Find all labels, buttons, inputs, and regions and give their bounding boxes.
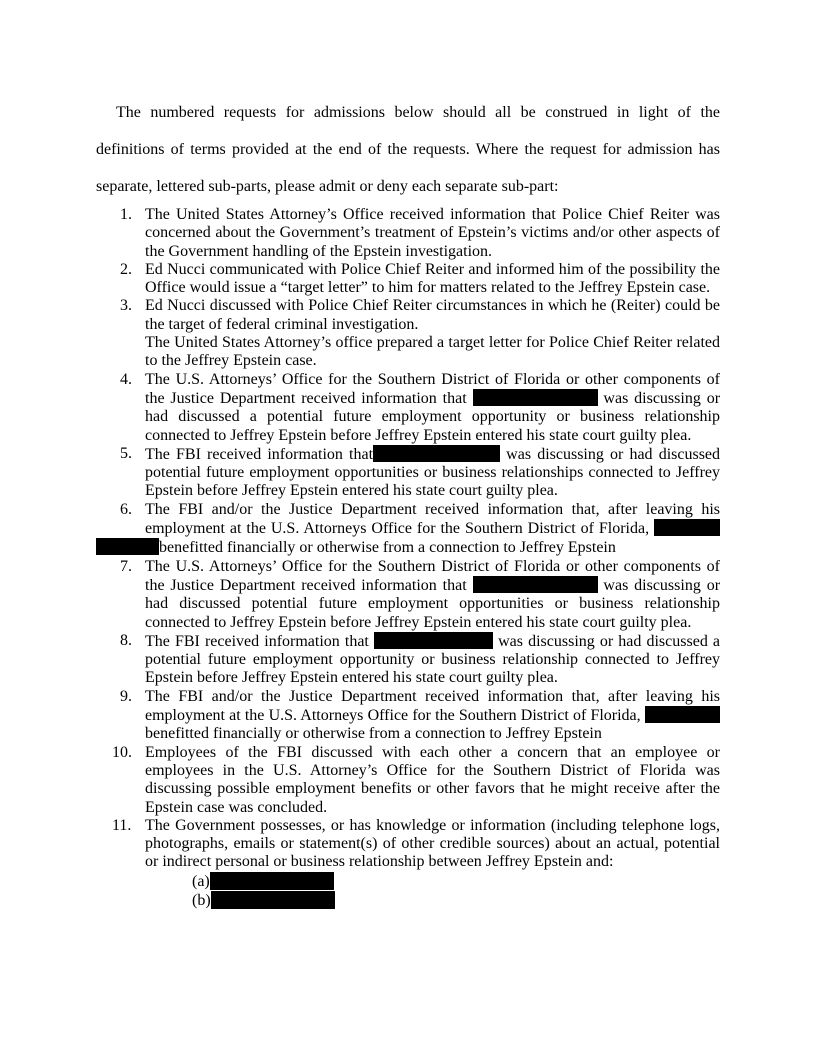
list-item	[96, 632, 720, 688]
list-item	[96, 206, 720, 261]
list-item	[96, 558, 720, 632]
item-number: 5.	[120, 444, 132, 462]
item-text: benefitted financially or otherwise from a connection to Jeffrey Epstein	[145, 725, 602, 743]
item-text: The United States Attorney’s Office received information that Police Chief Reiter was concerned about the Government’s treatment of Epstein’s victims and/or other aspects of the Government handling of the Epstein investigation.	[145, 206, 720, 260]
subpart-label: (b)	[192, 891, 211, 909]
item-text: The FBI received information that	[145, 632, 369, 650]
redaction-box	[473, 389, 598, 406]
item-text: was discussing or had discussed a potential future employment opportunity or business relationship connected to Jeffrey Epstein before Jeffrey Epstein entered his state court guilty plea.	[145, 632, 721, 687]
list-item	[96, 744, 720, 817]
item-text: The FBI received information that	[145, 445, 374, 463]
item-number: 1.	[120, 206, 132, 223]
subpart-label: (a)	[192, 872, 210, 890]
subpart-a	[96, 872, 720, 891]
list-item	[96, 261, 720, 298]
item-number: 8.	[120, 631, 132, 649]
item-text: The FBI and/or the Justice Department received information that, after leaving his employment at the U.S. Attorneys Office for the Southern District of Florida,	[145, 500, 720, 538]
item-text: Ed Nucci communicated with Police Chief Reiter and informed him of the possibility the Office would issue a “target letter” to him for matters related to the Jeffrey Epstein case.	[145, 260, 720, 297]
item-text: The FBI and/or the Justice Department received information that, after leaving his employment at the U.S. Attorneys Office for the Southern District of Florida,	[145, 687, 720, 725]
item-text: The Government possesses, or has knowledge or information (including telephone logs, photographs, emails or statement(s) of other credible sources) about an actual, potential or indirect personal or business relationship between Jeffrey Epstein and:	[145, 816, 720, 871]
item-number: 6.	[120, 500, 132, 518]
redaction-box	[96, 538, 159, 555]
list-item	[96, 297, 720, 334]
list-item	[96, 445, 720, 501]
redaction-box	[654, 519, 720, 536]
item-number: 10.	[112, 743, 132, 761]
item-number: 2.	[120, 260, 132, 278]
list-item	[96, 371, 720, 445]
item-continuation: The United States Attorney’s office prepared a target letter for Police Chief Reiter related to the Jeffrey Epstein case.	[145, 334, 720, 370]
list-item	[96, 688, 720, 744]
redaction-box	[374, 632, 493, 649]
item-text: benefitted financially or otherwise from a connection to Jeffrey Epstein	[159, 539, 616, 557]
item-text: Ed Nucci discussed with Police Chief Reiter circumstances in which he (Reiter) could be the target of federal criminal investigation.	[145, 297, 720, 333]
item-text: was discussing or had discussed potential future employment opportunities or business relationships connected to Jeffrey Epstein before Jeffrey Epstein entered his state court guilty plea.	[145, 445, 721, 500]
redaction-box	[373, 445, 500, 462]
requests-list	[96, 206, 720, 910]
item-text: The U.S. Attorneys’ Office for the Southern District of Florida or other components of the Justice Department received information that	[145, 557, 720, 594]
item-number: 3.	[120, 297, 132, 315]
item-number: 11.	[112, 816, 132, 834]
item-text: The U.S. Attorneys’ Office for the Southern District of Florida or other components of the Justice Department received information that	[145, 370, 720, 407]
item-text: Employees of the FBI discussed with each other a concern that an employee or employees in the U.S. Attorney’s Office for the Southern District of Florida was discussing possible employment benefits or other favors that he might receive after the Epstein case was concluded.	[145, 743, 720, 816]
redaction-box	[670, 706, 720, 723]
redaction-box	[210, 872, 334, 890]
list-item	[96, 501, 720, 558]
redaction-box	[473, 576, 598, 593]
redaction-box	[211, 891, 335, 909]
subpart-b	[96, 891, 720, 910]
item-text: was discussing or had discussed potential future employment opportunities or business relationship connected to Jeffrey Epstein before Jeffrey Epstein entered his state court guilty plea.	[145, 576, 721, 631]
item-text: was discussing or had discussed a potential future employment opportunity or business relationship connected to Jeffrey Epstein before Jeffrey Epstein entered his state court guilty plea.	[145, 389, 721, 444]
item-number: 4.	[120, 370, 132, 388]
list-item	[96, 817, 720, 872]
intro-paragraph: The numbered requests for admissions below should all be construed in light of the definitions of terms provided at the end of the requests. Where the request for admission has separate, lettered sub-parts, please admit or deny each separate sub-part:	[96, 104, 720, 195]
item-number: 7.	[120, 557, 132, 575]
item-number: 9.	[120, 687, 132, 705]
